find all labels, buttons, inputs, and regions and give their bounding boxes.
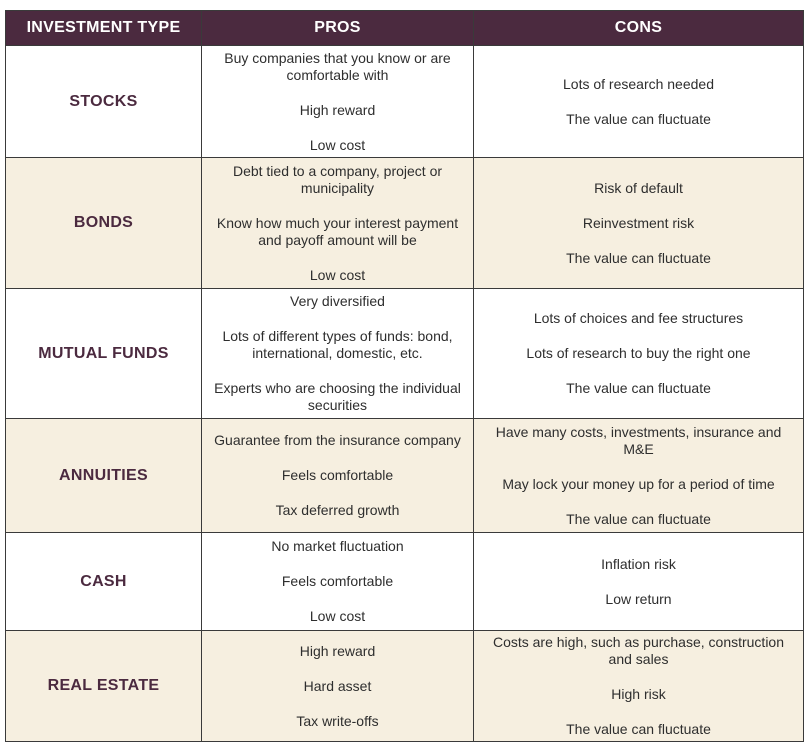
pros-item: No market fluctuation — [271, 538, 404, 554]
pros-item: Experts who are choosing the individual securities — [214, 380, 461, 413]
pros-item: Very diversified — [290, 293, 385, 309]
header-cons: CONS — [474, 11, 804, 46]
cons-item: Reinvestment risk — [582, 214, 695, 231]
table-row — [6, 419, 804, 533]
cons-item: Lots of research to buy the right one — [526, 345, 751, 361]
header-investment-type: INVESTMENT TYPE — [6, 11, 202, 46]
pros-item: Feels comfortable — [281, 467, 394, 483]
pros-cell — [202, 419, 474, 533]
investment-type-cell: REAL ESTATE — [6, 631, 202, 742]
pros-item: Tax deferred growth — [275, 502, 400, 518]
investment-type-cell: STOCKS — [6, 46, 202, 158]
pros-item: Know how much your interest payment and payoff amount will be — [216, 214, 459, 248]
cons-cell — [474, 46, 804, 158]
table-row — [6, 289, 804, 419]
pros-item: Tax write-offs — [296, 712, 379, 729]
table-row — [6, 158, 804, 289]
pros-cell — [202, 533, 474, 631]
cons-item: May lock your money up for a period of time — [502, 475, 775, 492]
cons-item: High risk — [611, 686, 666, 702]
cons-item: The value can fluctuate — [566, 380, 711, 396]
investment-type-cell: MUTUAL FUNDS — [6, 289, 202, 419]
pros-item: Low cost — [309, 136, 366, 153]
pros-cell — [202, 631, 474, 742]
pros-item: High reward — [299, 642, 376, 659]
cons-item: Lots of research needed — [563, 75, 714, 92]
cons-cell — [474, 158, 804, 289]
investment-type-cell: ANNUITIES — [6, 419, 202, 533]
cons-cell — [474, 631, 804, 742]
cons-item: The value can fluctuate — [566, 510, 711, 527]
pros-item: Hard asset — [303, 677, 372, 694]
cons-item: The value can fluctuate — [566, 249, 711, 266]
investment-type-cell: CASH — [6, 533, 202, 631]
investment-type-cell: BONDS — [6, 158, 202, 289]
comparison-table-container — [5, 10, 804, 742]
table-row — [6, 631, 804, 742]
pros-cell — [202, 289, 474, 419]
cons-item: The value can fluctuate — [566, 721, 711, 737]
pros-cell — [202, 46, 474, 158]
pros-item: High reward — [299, 101, 376, 118]
table-row — [6, 533, 804, 631]
pros-item: Low cost — [309, 608, 366, 624]
pros-item: Lots of different types of funds: bond, international, domestic, etc. — [222, 328, 453, 361]
pros-cell — [202, 158, 474, 289]
cons-item: Inflation risk — [601, 555, 676, 572]
pros-item: Buy companies that you know or are comfortable with — [224, 49, 451, 83]
cons-item: Costs are high, such as purchase, construction and sales — [492, 634, 785, 667]
cons-item: The value can fluctuate — [566, 110, 711, 127]
cons-cell — [474, 533, 804, 631]
cons-item: Have many costs, investments, insurance and M&E — [495, 423, 782, 457]
pros-item: Guarantee from the insurance company — [214, 432, 461, 448]
cons-cell — [474, 419, 804, 533]
investment-comparison-table — [5, 10, 804, 742]
pros-item: Low cost — [309, 266, 366, 283]
header-row — [6, 11, 804, 46]
cons-item: Lots of choices and fee structures — [533, 310, 744, 326]
pros-item: Debt tied to a company, project or municipality — [232, 162, 443, 196]
table-row — [6, 46, 804, 158]
cons-item: Low return — [605, 590, 672, 607]
header-pros: PROS — [202, 11, 474, 46]
cons-cell — [474, 289, 804, 419]
cons-item: Risk of default — [594, 179, 683, 196]
pros-item: Feels comfortable — [281, 573, 394, 589]
